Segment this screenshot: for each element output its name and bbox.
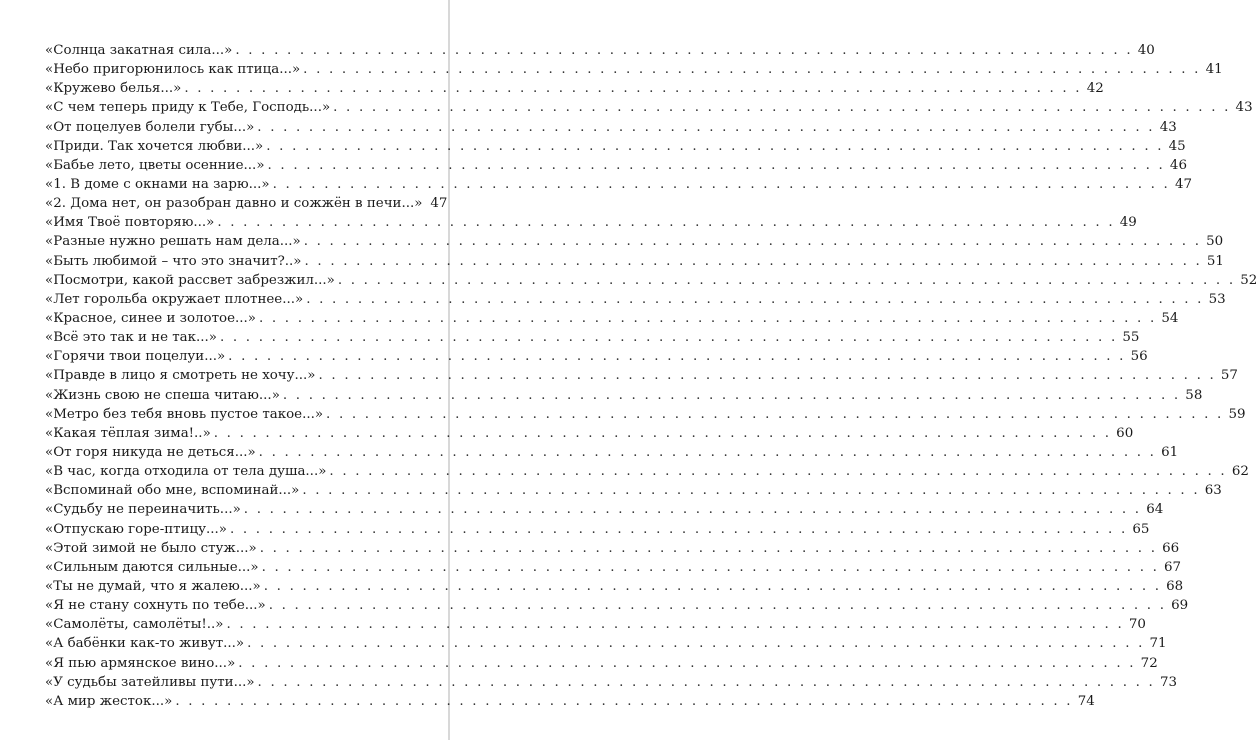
dot-leader: [264, 577, 1161, 596]
dot-leader: [235, 41, 1132, 60]
toc-entry-title: «Я не стану сохнуть по тебе...»: [45, 598, 266, 614]
toc-entry-title: «Небо пригорюнилось как птица...»: [45, 62, 301, 78]
dot-leader: [262, 558, 1159, 577]
toc-entry-page: 70: [1128, 617, 1146, 633]
toc-entry: [45, 673, 1177, 692]
toc-entry-page: 71: [1149, 636, 1167, 652]
toc-entry: [45, 558, 1182, 577]
toc-entry-page: 63: [1204, 483, 1222, 499]
toc-entry-page: 52: [1240, 272, 1257, 288]
toc-entry: [45, 596, 1189, 615]
toc-entry-page: 57: [1220, 368, 1238, 384]
toc-entry-page: 65: [1132, 521, 1150, 537]
toc-entry-page: 46: [1169, 157, 1187, 173]
toc-entry-title: «Посмотри, какой рассвет забрезжил...»: [45, 272, 335, 288]
toc-entry-title: «Правде в лицо я смотреть не хочу...»: [45, 368, 316, 384]
toc-entry: [45, 500, 1164, 519]
toc-entry-title: «Солнца закатная сила...»: [45, 43, 233, 58]
toc-entry: [45, 98, 1253, 117]
dot-leader: [305, 252, 1202, 271]
toc-entry: [45, 654, 1158, 673]
toc-entry: [45, 252, 1224, 271]
dot-leader: [244, 500, 1141, 519]
toc-entry-title: «Горячи твои поцелуи...»: [45, 349, 226, 365]
dot-leader: [220, 328, 1117, 347]
dot-leader: [302, 481, 1199, 500]
toc-entry: [45, 156, 1187, 175]
toc-entry: [45, 175, 1193, 194]
toc-entry: [45, 232, 1224, 251]
dot-leader: [259, 309, 1156, 328]
toc-entry: [45, 347, 1148, 366]
toc-entry-title: «Какая тёплая зима!..»: [45, 425, 211, 441]
toc-entry-page: 42: [1086, 81, 1104, 97]
toc-entry-page: 56: [1130, 349, 1148, 365]
toc-entry-page: 73: [1159, 674, 1177, 690]
toc-entry: [45, 79, 1104, 98]
dot-leader: [230, 520, 1127, 539]
toc-entry-page: 67: [1164, 559, 1182, 575]
dot-leader: [217, 213, 1114, 232]
toc-entry-title: «У судьбы затейливы пути...»: [45, 674, 255, 690]
toc-entry-title: «Метро без тебя вновь пустое такое...»: [45, 406, 324, 422]
toc-entry: [45, 271, 1257, 290]
toc-entry-title: «Этой зимой не было стуж...»: [45, 540, 257, 556]
toc-entry: [45, 118, 1177, 137]
toc-entry: [45, 213, 1137, 232]
toc-entry-page: 41: [1205, 62, 1223, 78]
toc-entry: [45, 328, 1140, 347]
toc-entry-page: 43: [1235, 100, 1253, 116]
toc-entry: [45, 692, 1095, 711]
dot-leader: [303, 60, 1200, 79]
table-of-contents: [45, 41, 1257, 711]
toc-entry-page: 47: [1174, 176, 1193, 192]
toc-entry-page: 43: [1159, 119, 1177, 135]
dot-leader: [260, 539, 1157, 558]
toc-entry-page: 61: [1161, 444, 1179, 460]
toc-entry-page: 69: [1171, 598, 1189, 614]
toc-entry-page: 60: [1116, 425, 1134, 441]
toc-entry-page: 51: [1206, 253, 1224, 269]
dot-leader: [268, 156, 1165, 175]
toc-entry-page: 58: [1185, 387, 1203, 403]
dot-leader: [184, 79, 1081, 98]
dot-leader: [257, 118, 1154, 137]
toc-entry: [45, 539, 1180, 558]
toc-entry-title: «Всё это так и не так...»: [45, 330, 217, 346]
toc-entry-title: «От поцелуев болели губы...»: [45, 119, 255, 135]
toc-entry: [45, 462, 1249, 481]
dot-leader: [269, 596, 1166, 615]
toc-entry-title: «Кружево белья...»: [45, 81, 182, 97]
toc-entry-page: 49: [1119, 215, 1137, 231]
toc-entry-title: «Красное, синее и золотое...»: [45, 310, 256, 326]
toc-entry-page: 45: [1168, 138, 1186, 154]
toc-entry: [45, 424, 1134, 443]
toc-entry-page: 50: [1206, 234, 1224, 250]
toc-entry-page: 55: [1122, 330, 1140, 346]
toc-entry-title: «Судьбу не переиначить...»: [45, 502, 241, 518]
toc-entry: [45, 290, 1226, 309]
toc-entry-title: «С чем теперь приду к Тебе, Господь...»: [45, 100, 331, 116]
dot-leader: [247, 634, 1144, 653]
toc-entry: [45, 481, 1222, 500]
toc-entry-page: 54: [1161, 310, 1179, 326]
toc-entry: [45, 443, 1179, 462]
toc-entry-page: 64: [1146, 502, 1164, 518]
dot-leader: [338, 271, 1235, 290]
toc-entry-page: 40: [1137, 43, 1155, 58]
toc-entry-title: «От горя никуда не деться...»: [45, 444, 256, 460]
dot-leader: [259, 443, 1156, 462]
toc-entry-title: «А мир жесток...»: [45, 693, 173, 709]
dot-leader: [304, 232, 1201, 251]
dot-leader: [258, 673, 1155, 692]
dot-leader: [175, 692, 1072, 711]
toc-entry: [45, 634, 1167, 653]
toc-entry: [45, 137, 1186, 156]
dot-leader: [319, 366, 1216, 385]
toc-entry-title: «Отпускаю горе-птицу...»: [45, 521, 227, 537]
dot-leader: [214, 424, 1111, 443]
toc-entry-title: «А бабёнки как-то живут...»: [45, 636, 245, 652]
toc-entry-title: «Самолёты, самолёты!..»: [45, 617, 224, 633]
toc-entry: [45, 386, 1203, 405]
dot-leader: [273, 175, 1170, 194]
dot-leader: [333, 98, 1230, 117]
toc-entry-title: «Имя Твоё повторяю...»: [45, 215, 215, 231]
toc-entry-title: «Быть любимой – что это значит?..»: [45, 253, 302, 269]
toc-entry-title: «Вспоминай обо мне, вспоминай...»: [45, 483, 300, 499]
toc-entry-title: «Сильным даются сильные...»: [45, 559, 259, 575]
toc-entry: [45, 309, 1179, 328]
dot-leader: [228, 347, 1125, 366]
toc-entry-title: «Разные нужно решать нам дела...»: [45, 234, 301, 250]
toc-entry-title: «Жизнь свою не спеша читаю...»: [45, 387, 280, 403]
toc-entry-title: «В час, когда отходила от тела душа...»: [45, 464, 327, 480]
dot-leader: [306, 290, 1203, 309]
toc-entry-title: «Лет горольба окружает плотнее...»: [45, 291, 304, 307]
toc-entry-page: 74: [1077, 693, 1095, 709]
toc-entry-page: 62: [1231, 464, 1249, 480]
toc-entry-title: «1. В доме с окнами на зарю...»: [45, 176, 270, 192]
toc-entry-title: «Бабье лето, цветы осенние...»: [45, 157, 265, 173]
dot-leader: [238, 654, 1135, 673]
toc-entry-title: «2. Дома нет, он разобран давно и сожжён в печи...»: [45, 196, 423, 212]
toc-entry: [45, 194, 448, 213]
dot-leader: [329, 462, 1226, 481]
dot-leader: [326, 405, 1223, 424]
toc-entry: [45, 41, 1155, 60]
dot-leader: [226, 615, 1123, 634]
toc-entry: [45, 405, 1246, 424]
toc-entry-page: 59: [1228, 406, 1246, 422]
toc-entry: [45, 520, 1150, 539]
toc-entry-title: «Я пью армянское вино...»: [45, 655, 236, 671]
dot-leader: [283, 386, 1180, 405]
toc-entry-title: «Ты не думай, что я жалею...»: [45, 578, 261, 594]
toc-entry-page: 72: [1140, 655, 1158, 671]
toc-entry-page: 66: [1162, 540, 1180, 556]
toc-entry: [45, 577, 1184, 596]
toc-entry: [45, 615, 1146, 634]
dot-leader: [266, 137, 1163, 156]
toc-entry-page: 68: [1166, 578, 1184, 594]
toc-entry: [45, 366, 1238, 385]
toc-entry-page: 53: [1208, 291, 1226, 307]
toc-entry-title: «Приди. Так хочется любви...»: [45, 138, 264, 154]
toc-entry-page: 47: [430, 196, 448, 212]
toc-entry: [45, 60, 1223, 79]
